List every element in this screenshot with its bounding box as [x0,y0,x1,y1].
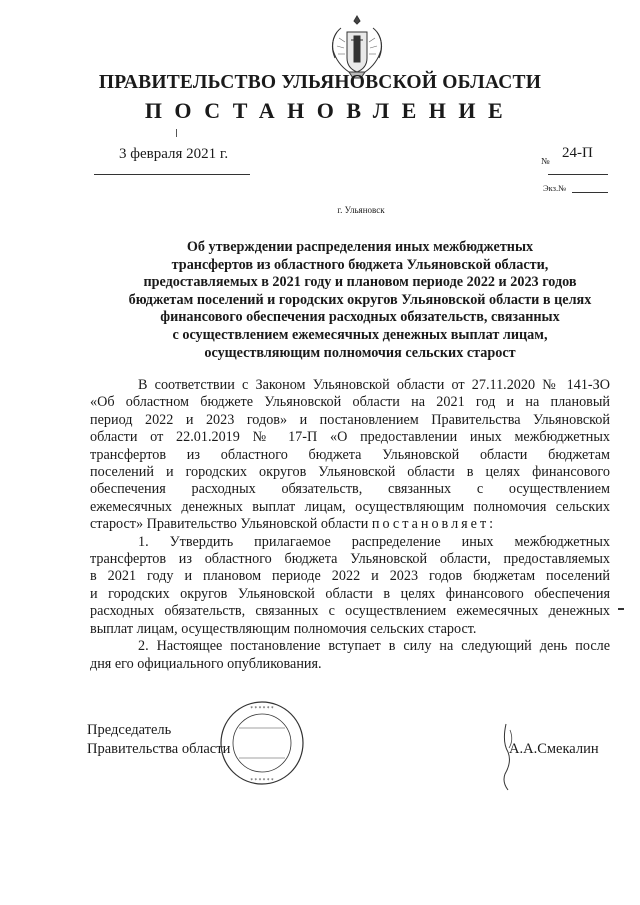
svg-text:* * * * * *: * * * * * * [250,706,274,712]
date-underline [94,174,250,175]
body-line: «Об областном бюджете Ульяновской области на 2021 год и на плановый [90,394,610,411]
body-line [90,516,610,533]
subject-line: Об утверждении распределения иных межбюджетных [186,239,534,255]
subject-line: осуществляющим полномочия сельских старост [204,344,516,361]
svg-text:* * * * * *: * * * * * * [250,778,274,784]
number-sign: № [541,156,550,166]
organization-title: ПРАВИТЕЛЬСТВО УЛЬЯНОВСКОЙ ОБЛАСТИ [98,72,542,93]
copy-number-label: Экз.№ [543,183,567,193]
document-date: 3 февраля 2021 г. [119,146,229,162]
subject-line: бюджетам поселений и городских округов Ульяновской области в целях [128,291,592,308]
subject-line: с осуществлением ежемесячных денежных выплат лицам, [172,326,548,343]
city: г. Ульяновск [337,205,385,215]
body-line: в 2021 году и плановом периоде 2022 и 2023 годов бюджетам поселений [90,568,610,585]
body-line: трансфертов из областного бюджета Ульяновской области бюджетам [90,446,610,463]
body-line: расходных обязательств, связанных с осуществлением ежемесячных денежных [90,603,610,620]
document-number: 24-П [562,145,593,161]
coat-of-arms-icon [327,14,387,80]
document-subject [90,239,630,362]
subject-line: финансового обеспечения расходных обязательств, связанных [160,309,560,326]
copy-number-underline [572,192,608,193]
body-line: 2. Настоящее постановление вступает в силу на следующий день после [138,638,610,655]
subject-line: трансфертов из областного бюджета Ульяновской области, [171,256,549,273]
margin-mark [618,608,624,610]
resolution-word: постановляет: [371,516,497,533]
body-line: области от 22.01.2019 № 17-П «О предоставлении иных межбюджетных [90,429,610,446]
number-underline [548,174,608,175]
body-line: выплат лицам, осуществляющим полномочия сельских старост. [90,620,477,637]
body-line: дня его официального опубликования. [90,655,322,672]
body-line: трансфертов из областного бюджета Ульяновской области, предоставляемых [90,551,610,568]
body-text: старост» Правительство Ульяновской области [90,516,369,533]
scan-mark [176,129,177,137]
body-line: В соответствии с Законом Ульяновской области от 27.11.2020 № 141-ЗО [138,377,610,393]
signatory-name: А.А.Смекалин [509,741,599,757]
official-stamp-icon [219,700,305,786]
signatory-title-line2: Правительства области [87,741,231,757]
body-line: обеспечения расходных обязательств, связанных с осуществлением [90,481,610,498]
body-line: поселений и городских округов Ульяновской области в целях финансового [90,464,610,481]
handwritten-signature-icon [496,722,520,792]
subject-line: предоставляемых в 2021 году и плановом периоде 2022 и 2023 годов [143,274,577,291]
body-line: период 2022 и 2023 годов» и постановлением Правительства Ульяновской [90,411,610,428]
document-type: ПОСТАНОВЛЕНИЕ [144,98,516,123]
signatory-title-line1: Председатель [87,722,172,738]
body-line: ежемесячных денежных выплат лицам, осуществляющим полномочия сельских [90,498,610,515]
document-body [90,377,610,673]
body-line: и городских округов Ульяновской области в целях финансового обеспечения [90,585,610,602]
body-line: 1. Утвердить прилагаемое распределение иных межбюджетных [138,533,610,550]
